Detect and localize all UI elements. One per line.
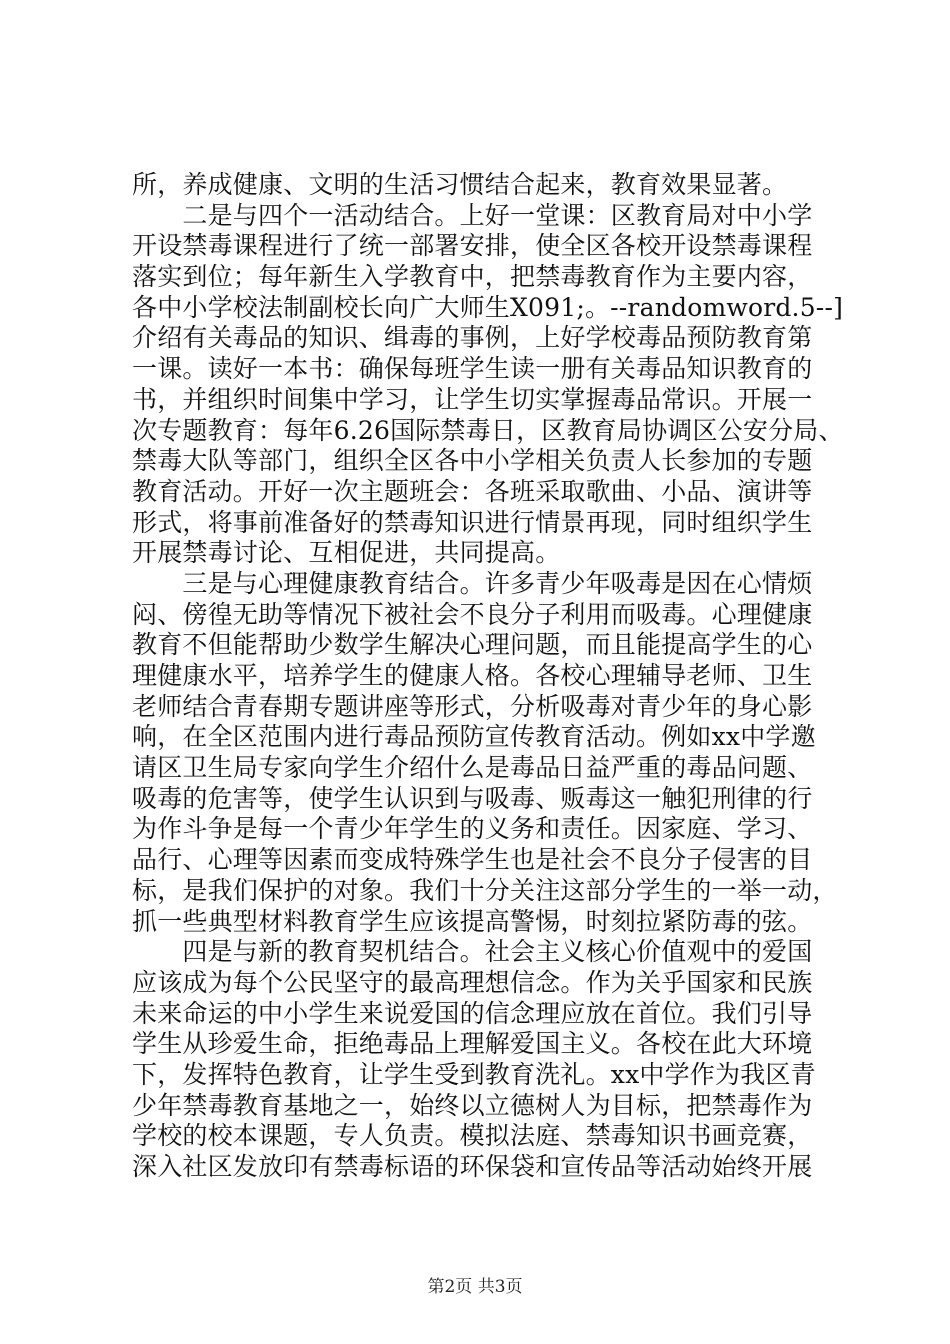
- text-line: 学生从珍爱生命，拒绝毒品上理解爱国主义。各校在此大环境: [132, 1029, 813, 1059]
- text-line: 四是与新的教育契机结合。社会主义核心价值观中的爱国: [132, 937, 813, 967]
- text-line: 禁毒大队等部门，组织全区各中小学相关负责人长参加的专题: [132, 446, 813, 476]
- text-line: 标，是我们保护的对象。我们十分关注这部分学生的一举一动，: [132, 875, 838, 905]
- text-line: 各中小学校法制副校长向广大师生X091;。--randomword.5--]: [132, 292, 844, 322]
- text-line: 书，并组织时间集中学习，让学生切实掌握毒品常识。开展一: [132, 384, 813, 414]
- text-line: 一课。读好一本书：确保每班学生读一册有关毒品知识教育的: [132, 354, 813, 384]
- body-text: [132, 170, 844, 1183]
- text-line: 开展禁毒讨论、互相促进，共同提高。: [132, 538, 561, 568]
- text-line: 未来命运的中小学生来说爱国的信念理应放在首位。我们引导: [132, 998, 813, 1028]
- text-line: 二是与四个一活动结合。上好一堂课：区教育局对中小学: [132, 200, 813, 230]
- text-line: 开设禁毒课程进行了统一部署安排，使全区各校开设禁毒课程: [132, 231, 813, 261]
- text-line: 介绍有关毒品的知识、缉毒的事例，上好学校毒品预防教育第: [132, 323, 813, 353]
- text-line: 形式，将事前准备好的禁毒知识进行情景再现，同时组织学生: [132, 507, 813, 537]
- text-line: 吸毒的危害等，使学生认识到与吸毒、贩毒这一触犯刑律的行: [132, 783, 813, 813]
- text-line: 教育活动。开好一次主题班会：各班采取歌曲、小品、演讲等: [132, 476, 813, 506]
- text-line: 抓一些典型材料教育学生应该提高警惕，时刻拉紧防毒的弦。: [132, 906, 813, 936]
- text-line: 应该成为每个公民坚守的最高理想信念。作为关乎国家和民族: [132, 967, 813, 997]
- page-footer: 第2页 共3页: [427, 1277, 523, 1297]
- text-line: 落实到位；每年新生入学教育中，把禁毒教育作为主要内容，: [132, 262, 813, 292]
- text-line: 理健康水平，培养学生的健康人格。各校心理辅导老师、卫生: [132, 661, 813, 690]
- text-line: 次专题教育：每年6.26国际禁毒日，区教育局协调区公安分局、: [132, 415, 844, 445]
- text-line: 品行、心理等因素而变成特殊学生也是社会不良分子侵害的目: [132, 845, 813, 875]
- text-line: 学校的校本课题，专人负责。模拟法庭、禁毒知识书画竞赛，: [132, 1121, 813, 1151]
- text-line: 为作斗争是每一个青少年学生的义务和责任。因家庭、学习、: [132, 814, 813, 844]
- text-line: 深入社区发放印有禁毒标语的环保袋和宣传品等活动始终开展: [132, 1152, 813, 1181]
- text-line: 三是与心理健康教育结合。许多青少年吸毒是因在心情烦: [132, 568, 813, 598]
- text-line: 请区卫生局专家向学生介绍什么是毒品日益严重的毒品问题、: [132, 753, 813, 783]
- text-line: 教育不但能帮助少数学生解决心理问题，而且能提高学生的心: [132, 630, 813, 660]
- text-line: 老师结合青春期专题讲座等形式，分析吸毒对青少年的身心影: [132, 691, 813, 721]
- text-line: 闷、傍徨无助等情况下被社会不良分子利用而吸毒。心理健康: [132, 599, 813, 629]
- text-line: 所，养成健康、文明的生活习惯结合起来，教育效果显著。: [132, 170, 788, 199]
- text-line: 少年禁毒教育基地之一，始终以立德树人为目标，把禁毒作为: [132, 1090, 813, 1120]
- text-line: 响，在全区范围内进行毒品预防宣传教育活动。例如xx中学邀: [132, 722, 816, 752]
- text-line: 下，发挥特色教育，让学生受到教育洗礼。xx中学作为我区青: [132, 1059, 816, 1089]
